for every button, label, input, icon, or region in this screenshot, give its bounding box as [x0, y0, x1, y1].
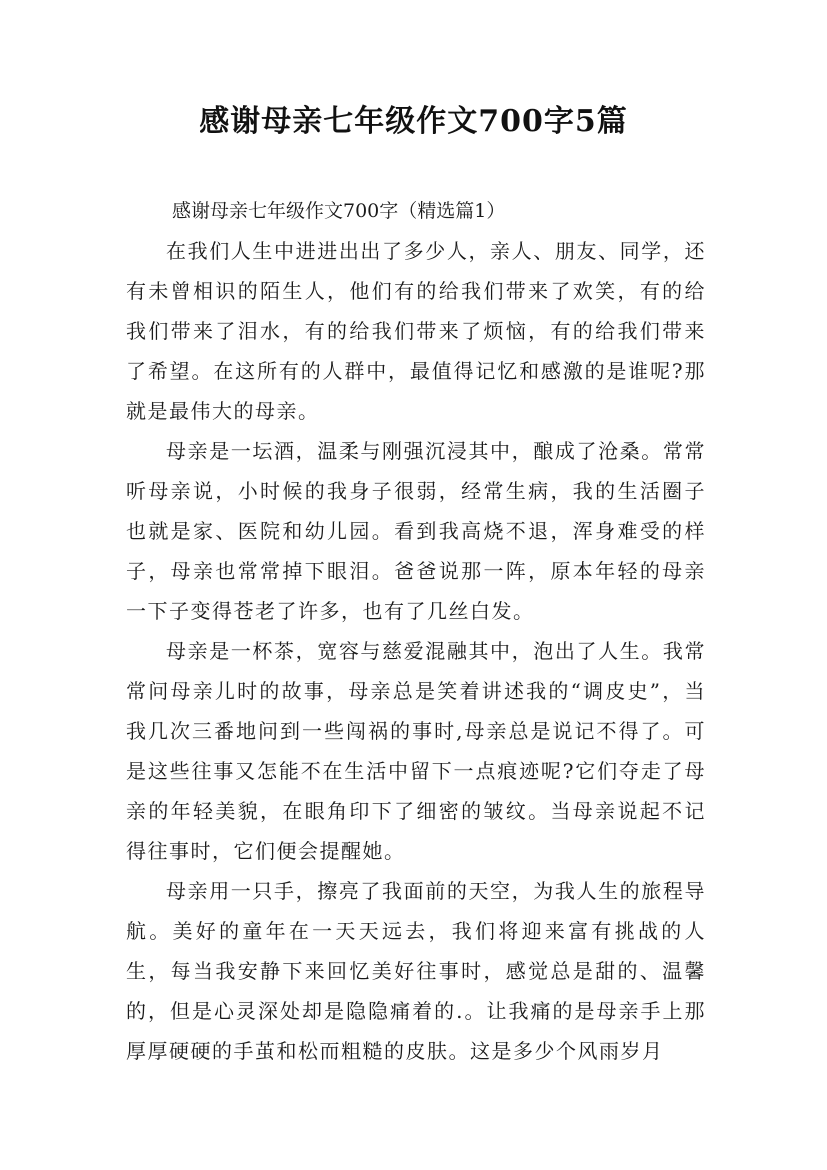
paragraph-1: 在我们人生中进进出出了多少人，亲人、朋友、同学，还有未曾相识的陌生人，他们有的给我们带来了欢笑，有的给我们带来了泪水，有的给我们带来了烦恼，有的给我们带来了希望。在这所有的人群中，最值得记忆和感激的是谁呢?那就是最伟大的母亲。 — [126, 239, 706, 423]
paragraph-2: 母亲是一坛酒，温柔与刚强沉浸其中，酿成了沧桑。常常听母亲说，小时候的我身子很弱，经常生病，我的生活圈子也就是家、医院和幼儿园。看到我高烧不退，浑身难受的样子，母亲也常常掉下眼泪。爸爸说那一阵，原本年轻的母亲一下子变得苍老了许多，也有了几丝白发。 — [126, 439, 706, 623]
section-heading: 感谢母亲七年级作文700字（精选篇1） — [172, 200, 506, 222]
paragraph-4: 母亲用一只手，擦亮了我面前的天空，为我人生的旅程导航。美好的童年在一天天远去，我们将迎来富有挑战的人生，每当我安静下来回忆美好往事时，感觉总是甜的、温馨的，但是心灵深处却是隐隐痛着的.。让我痛的是母亲手上那厚厚硬硬的手茧和松而粗糙的皮肤。这是多少个风雨岁月 — [126, 879, 706, 1063]
document-title: 感谢母亲七年级作文700字5篇 — [199, 104, 628, 139]
article-body — [126, 231, 706, 1071]
paragraph-3: 母亲是一杯茶，宽容与慈爱混融其中，泡出了人生。我常常问母亲儿时的故事，母亲总是笑着讲述我的“调皮史”，当我几次三番地问到一些闯祸的事时,母亲总是说记不得了。可是这些往事又怎能不在生活中留下一点痕迹呢?它们夺走了母亲的年轻美貌，在眼角印下了细密的皱纹。当母亲说起不记得往事时，它们便会提醒她。 — [126, 639, 706, 863]
